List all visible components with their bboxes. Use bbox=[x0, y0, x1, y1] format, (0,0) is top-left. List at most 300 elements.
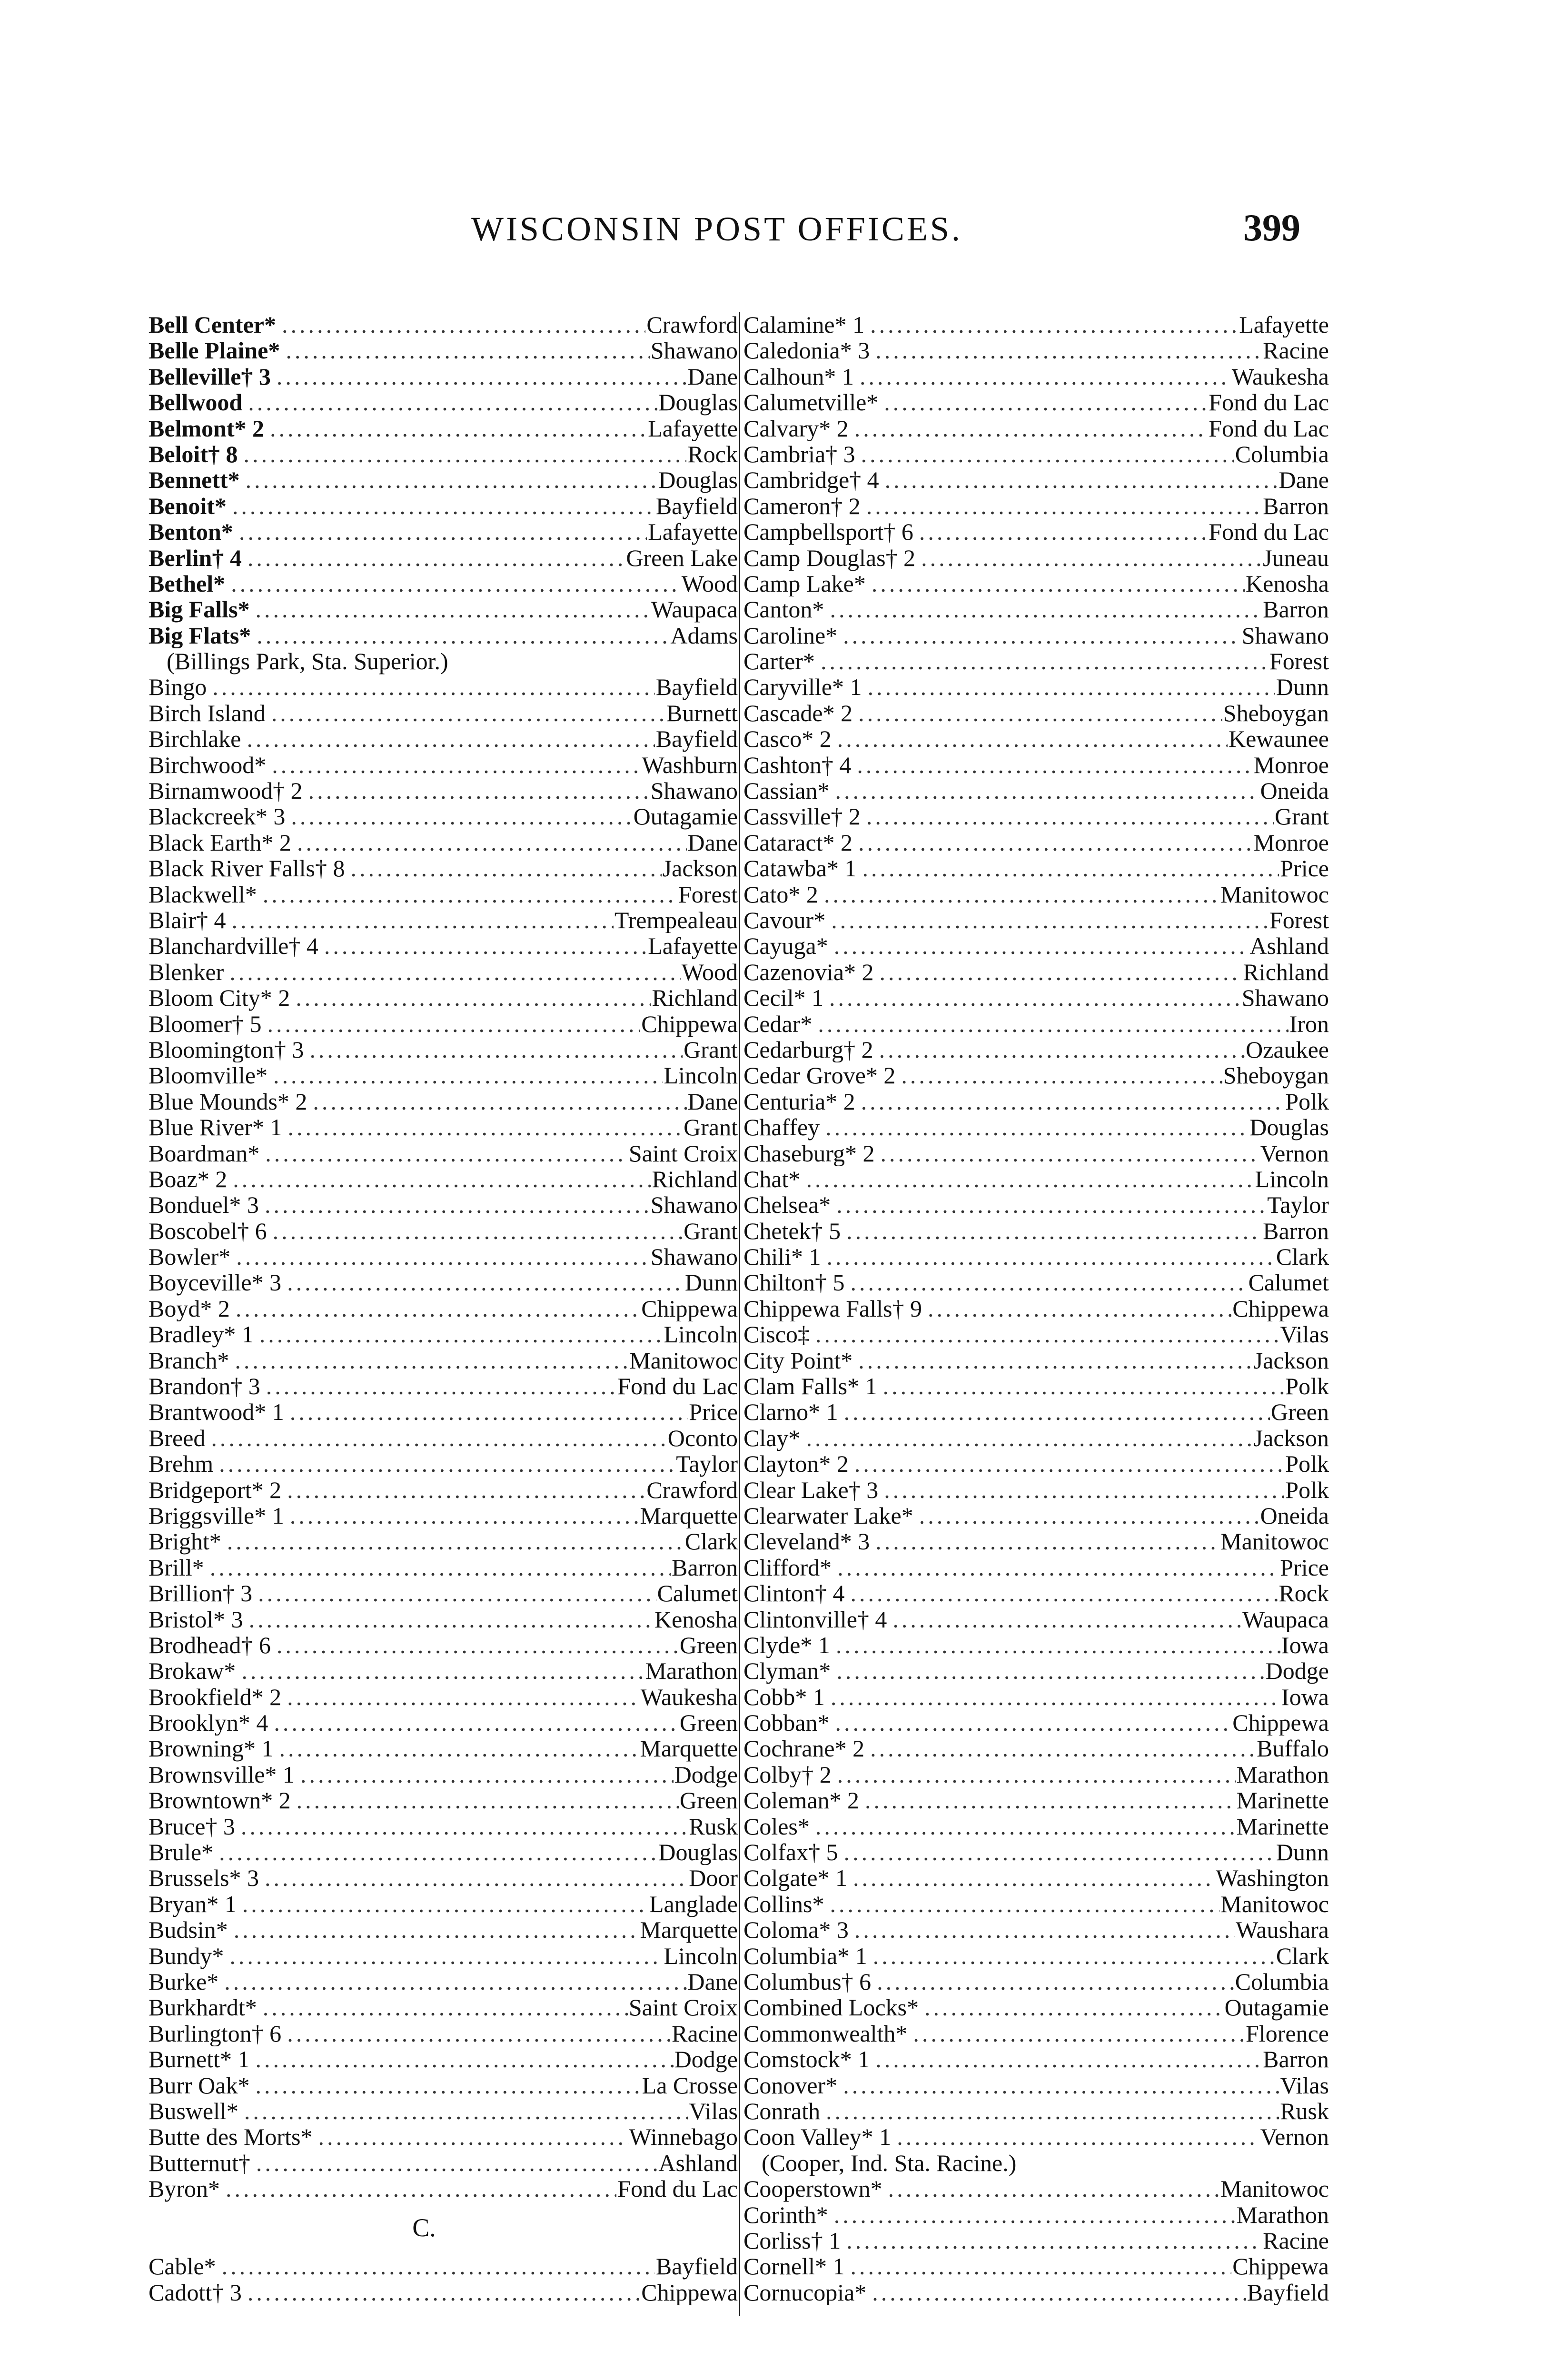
right-column bbox=[743, 312, 1329, 2305]
dot-leader bbox=[858, 1348, 1252, 1373]
post-office-name: Bruce† 3 bbox=[149, 1813, 235, 1840]
post-office-name: Burke* bbox=[149, 1969, 219, 1995]
post-office-entry bbox=[149, 1865, 738, 1891]
post-office-entry bbox=[743, 1451, 1329, 1477]
county-name: Richland bbox=[1243, 959, 1329, 985]
county-name: Price bbox=[689, 1399, 738, 1425]
post-office-entry bbox=[149, 312, 738, 337]
post-office-name: Camp Lake* bbox=[743, 570, 866, 597]
post-office-name: Burr Oak* bbox=[149, 2072, 250, 2098]
dot-leader bbox=[858, 700, 1222, 726]
county-name: Price bbox=[1280, 1554, 1329, 1581]
dot-leader bbox=[834, 2202, 1236, 2228]
post-office-name: Burkhardt* bbox=[149, 1994, 257, 2021]
dot-leader bbox=[844, 1399, 1270, 1425]
county-name: Shawano bbox=[1241, 985, 1329, 1011]
county-name: Saint Croix bbox=[628, 1994, 738, 2021]
post-office-name: Birnamwood† 2 bbox=[149, 778, 303, 804]
post-office-name: Coleman* 2 bbox=[743, 1787, 860, 1814]
dot-leader bbox=[858, 830, 1253, 855]
county-name: Outagamie bbox=[633, 803, 738, 830]
dot-leader bbox=[318, 2124, 628, 2150]
post-office-name: Bundy* bbox=[149, 1943, 224, 1969]
county-name: Marathon bbox=[1236, 1761, 1329, 1788]
county-name: Dane bbox=[687, 1088, 738, 1115]
post-office-name: Colfax† 5 bbox=[743, 1839, 838, 1865]
post-office-entry bbox=[149, 1606, 738, 1632]
post-office-entry bbox=[149, 803, 738, 829]
post-office-entry bbox=[743, 855, 1329, 881]
dot-leader bbox=[830, 1891, 1219, 1917]
post-office-entry bbox=[149, 1814, 738, 1839]
post-office-name: Clintonville† 4 bbox=[743, 1606, 887, 1632]
dot-leader bbox=[880, 1140, 1259, 1166]
post-office-entry bbox=[743, 1969, 1329, 1994]
post-office-entry bbox=[149, 674, 738, 700]
county-name: Chippewa bbox=[1232, 2253, 1329, 2280]
post-office-entry bbox=[149, 441, 738, 467]
dot-leader bbox=[815, 1321, 1279, 1347]
post-office-name: Collins* bbox=[743, 1891, 824, 1917]
county-name: Douglas bbox=[658, 1839, 738, 1865]
post-office-entry bbox=[743, 1762, 1329, 1787]
post-office-name: Casco* 2 bbox=[743, 726, 832, 752]
county-name: Douglas bbox=[658, 467, 738, 493]
county-name: Manitowoc bbox=[1220, 881, 1329, 907]
post-office-name: Budsin* bbox=[149, 1917, 228, 1943]
dot-leader bbox=[256, 596, 651, 622]
county-name: Jackson bbox=[662, 855, 738, 882]
post-office-entry bbox=[149, 1321, 738, 1347]
dot-leader bbox=[255, 2046, 673, 2072]
dot-leader bbox=[825, 1114, 1249, 1140]
county-name: Dane bbox=[687, 829, 738, 856]
post-office-entry bbox=[743, 959, 1329, 985]
county-name: Richland bbox=[652, 985, 738, 1011]
county-name: Taylor bbox=[676, 1451, 738, 1477]
post-office-name: Blackwell* bbox=[149, 881, 257, 907]
post-office-name: Brookfield* 2 bbox=[149, 1684, 282, 1710]
dot-leader bbox=[297, 1787, 679, 1813]
post-office-name: Berlin† 4 bbox=[149, 545, 242, 571]
county-name: Dane bbox=[687, 363, 738, 390]
station-note: (Cooper, Ind. Sta. Racine.) bbox=[762, 2149, 1017, 2176]
county-name: Washburn bbox=[642, 752, 738, 778]
post-office-entry bbox=[149, 1632, 738, 1658]
post-office-name: Browning* 1 bbox=[149, 1735, 274, 1762]
dot-leader bbox=[875, 2046, 1262, 2072]
dot-leader bbox=[860, 364, 1231, 389]
county-name: Saint Croix bbox=[628, 1140, 738, 1166]
section-letter: C. bbox=[412, 2213, 436, 2242]
county-name: Lafayette bbox=[1239, 312, 1329, 338]
post-office-entry bbox=[743, 1244, 1329, 1269]
dot-leader bbox=[870, 1735, 1256, 1761]
county-name: Grant bbox=[684, 1114, 738, 1140]
post-office-entry bbox=[149, 493, 738, 519]
post-office-name: Blenker bbox=[149, 959, 224, 985]
post-office-entry bbox=[149, 2150, 738, 2176]
county-name: Dane bbox=[1278, 467, 1329, 493]
dot-leader bbox=[210, 1555, 671, 1580]
county-name: Rusk bbox=[1280, 2098, 1329, 2124]
post-office-name: Benton* bbox=[149, 519, 233, 545]
county-name: Fond du Lac bbox=[1209, 415, 1329, 441]
dot-leader bbox=[300, 1762, 674, 1787]
dot-leader bbox=[835, 1710, 1232, 1735]
dot-leader bbox=[829, 985, 1241, 1011]
dot-leader bbox=[257, 623, 669, 648]
post-office-entry bbox=[149, 1710, 738, 1735]
county-name: Douglas bbox=[658, 389, 738, 416]
post-office-entry bbox=[743, 985, 1329, 1011]
county-name: Barron bbox=[1263, 2046, 1329, 2073]
post-office-name: Clyman* bbox=[743, 1658, 831, 1684]
post-office-name: Buswell* bbox=[149, 2098, 238, 2124]
post-office-entry bbox=[149, 1089, 738, 1114]
post-office-name: Cecil* 1 bbox=[743, 985, 824, 1011]
dot-leader bbox=[884, 389, 1208, 415]
post-office-name: Clinton† 4 bbox=[743, 1580, 845, 1606]
post-office-name: Corinth* bbox=[743, 2202, 828, 2228]
dot-leader bbox=[846, 1218, 1262, 1244]
dot-leader bbox=[244, 2098, 688, 2124]
post-office-entry bbox=[743, 2176, 1329, 2202]
post-office-name: Columbia* 1 bbox=[743, 1943, 867, 1969]
post-office-entry bbox=[149, 985, 738, 1011]
dot-leader bbox=[861, 1089, 1285, 1114]
post-office-entry bbox=[743, 1632, 1329, 1658]
post-office-entry bbox=[149, 1244, 738, 1269]
county-name: Green bbox=[679, 1710, 738, 1736]
post-office-name: Chaffey bbox=[743, 1114, 820, 1140]
post-office-name: Boardman* bbox=[149, 1140, 260, 1166]
county-name: Fond du Lac bbox=[617, 1373, 738, 1399]
post-office-entry bbox=[743, 830, 1329, 855]
dot-leader bbox=[831, 1684, 1280, 1710]
post-office-entry bbox=[149, 2098, 738, 2124]
post-office-entry bbox=[743, 1037, 1329, 1062]
dot-leader bbox=[879, 1037, 1245, 1062]
post-office-name: Cooperstown* bbox=[743, 2176, 882, 2202]
dot-leader bbox=[928, 1296, 1231, 1321]
post-office-name: Butternut† bbox=[149, 2150, 250, 2176]
dot-leader bbox=[286, 337, 649, 363]
post-office-entry bbox=[743, 1269, 1329, 1295]
post-office-entry bbox=[149, 778, 738, 803]
county-name: Barron bbox=[1263, 493, 1329, 519]
post-office-entry bbox=[149, 855, 738, 881]
dot-leader bbox=[287, 2021, 671, 2046]
left-column bbox=[149, 312, 738, 2305]
post-office-name: Boyd* 2 bbox=[149, 1295, 230, 1322]
county-name: Washington bbox=[1216, 1865, 1329, 1891]
post-office-name: Bowler* bbox=[149, 1244, 231, 1270]
dot-leader bbox=[290, 1503, 639, 1528]
dot-leader bbox=[837, 1762, 1236, 1787]
dot-leader bbox=[256, 2150, 657, 2176]
dot-leader bbox=[897, 2124, 1259, 2150]
post-office-entry bbox=[743, 1348, 1329, 1373]
post-office-entry bbox=[743, 1658, 1329, 1684]
post-office-entry bbox=[743, 1296, 1329, 1321]
dot-leader bbox=[892, 1606, 1241, 1632]
county-name: Chippewa bbox=[1232, 1295, 1329, 1322]
page-header bbox=[0, 200, 1546, 257]
post-office-name: Boaz* 2 bbox=[149, 1166, 228, 1192]
post-office-entry bbox=[149, 1399, 738, 1425]
post-office-entry bbox=[149, 1762, 738, 1787]
post-office-name: Bennett* bbox=[149, 467, 240, 493]
dot-leader bbox=[866, 803, 1274, 829]
post-office-name: Cobb* 1 bbox=[743, 1684, 825, 1710]
post-office-name: Cazenovia* 2 bbox=[743, 959, 874, 985]
dot-leader bbox=[282, 312, 645, 337]
county-name: Crawford bbox=[646, 312, 738, 338]
county-name: Florence bbox=[1246, 2020, 1329, 2047]
county-name: Oneida bbox=[1260, 778, 1329, 804]
post-office-name: Brantwood* 1 bbox=[149, 1399, 284, 1425]
county-name: Monroe bbox=[1253, 829, 1329, 856]
post-office-entry bbox=[149, 1787, 738, 1813]
dot-leader bbox=[266, 1373, 617, 1399]
county-name: Jackson bbox=[1253, 1347, 1329, 1374]
post-office-name: Cavour* bbox=[743, 907, 826, 933]
post-office-name: Brodhead† 6 bbox=[149, 1632, 271, 1658]
county-name: Kewaunee bbox=[1229, 726, 1329, 752]
post-office-entry bbox=[743, 1891, 1329, 1917]
post-office-name: Calamine* 1 bbox=[743, 312, 865, 338]
post-office-name: Bonduel* 3 bbox=[149, 1192, 259, 1218]
county-name: Dane bbox=[687, 1969, 738, 1995]
dot-leader bbox=[875, 1528, 1219, 1554]
dot-leader bbox=[806, 1425, 1252, 1451]
post-office-entry bbox=[149, 933, 738, 959]
post-office-name: Clear Lake† 3 bbox=[743, 1477, 879, 1503]
dot-leader bbox=[226, 2176, 616, 2202]
dot-leader bbox=[287, 1684, 640, 1710]
post-office-name: Brokaw* bbox=[149, 1658, 236, 1684]
county-name: Douglas bbox=[1249, 1114, 1329, 1140]
post-office-name: Blair† 4 bbox=[149, 907, 226, 933]
post-office-entry bbox=[149, 2124, 738, 2150]
post-office-name: Belmont* 2 bbox=[149, 415, 265, 441]
post-office-name: Briggsville* 1 bbox=[149, 1502, 284, 1529]
post-office-name: Beloit† 8 bbox=[149, 441, 238, 467]
county-name: Dodge bbox=[1265, 1658, 1329, 1684]
dot-leader bbox=[224, 1969, 686, 1994]
post-office-name: Cataract* 2 bbox=[743, 829, 853, 856]
dot-leader bbox=[211, 1425, 666, 1451]
dot-leader bbox=[868, 674, 1275, 700]
post-office-entry bbox=[149, 1269, 738, 1295]
dot-leader bbox=[258, 1580, 656, 1606]
post-office-name: Caroline* bbox=[743, 622, 838, 649]
post-office-entry bbox=[743, 364, 1329, 389]
post-office-entry bbox=[743, 1166, 1329, 1192]
post-office-name: Birchlake bbox=[149, 726, 241, 752]
post-office-name: Coles* bbox=[743, 1813, 810, 1840]
dot-leader bbox=[243, 441, 686, 467]
post-office-name: Cashton† 4 bbox=[743, 752, 852, 778]
county-name: Fond du Lac bbox=[617, 2176, 738, 2202]
post-office-entry bbox=[743, 674, 1329, 700]
county-name: Richland bbox=[652, 1166, 738, 1192]
county-name: Oconto bbox=[667, 1425, 738, 1451]
post-office-entry bbox=[149, 1062, 738, 1088]
post-office-entry bbox=[743, 493, 1329, 519]
dot-leader bbox=[850, 2253, 1231, 2279]
post-office-name: Calvary* 2 bbox=[743, 415, 849, 441]
dot-leader bbox=[835, 778, 1259, 803]
county-name: Bayfield bbox=[655, 674, 738, 700]
county-name: Door bbox=[689, 1865, 738, 1891]
county-name: Waukesha bbox=[640, 1684, 738, 1710]
dot-leader bbox=[836, 1632, 1280, 1658]
county-name: Dunn bbox=[1276, 674, 1329, 700]
post-office-entry bbox=[149, 1503, 738, 1528]
post-office-name: Cobban* bbox=[743, 1710, 830, 1736]
county-name: Forest bbox=[1269, 648, 1329, 674]
county-name: Shawano bbox=[650, 1192, 738, 1218]
dot-leader bbox=[883, 1373, 1285, 1399]
dot-leader bbox=[901, 1062, 1222, 1088]
dot-leader bbox=[249, 1606, 654, 1632]
dot-leader bbox=[857, 752, 1252, 778]
post-office-name: Burnett* 1 bbox=[149, 2046, 250, 2073]
dot-leader bbox=[815, 1814, 1236, 1839]
post-office-name: Bell Center* bbox=[149, 312, 276, 338]
post-office-entry bbox=[743, 337, 1329, 363]
county-name: Grant bbox=[1275, 803, 1329, 830]
county-name: Outagamie bbox=[1224, 1994, 1329, 2021]
post-office-name: Clyde* 1 bbox=[743, 1632, 830, 1658]
dot-leader bbox=[843, 2073, 1279, 2098]
post-office-name: Belle Plaine* bbox=[149, 337, 280, 364]
post-office-entry bbox=[743, 1089, 1329, 1114]
post-office-name: Conrath bbox=[743, 2098, 821, 2124]
dot-leader bbox=[212, 674, 655, 700]
post-office-name: Chaseburg* 2 bbox=[743, 1140, 875, 1166]
post-office-name: Brussels* 3 bbox=[149, 1865, 259, 1891]
dot-leader bbox=[248, 389, 657, 415]
county-name: Waukesha bbox=[1231, 363, 1329, 390]
post-office-entry bbox=[149, 1477, 738, 1503]
county-name: Vilas bbox=[689, 2098, 738, 2124]
county-name: Clark bbox=[1276, 1943, 1329, 1969]
post-office-entry bbox=[149, 959, 738, 985]
county-name: Juneau bbox=[1263, 545, 1329, 571]
county-name: Taylor bbox=[1267, 1192, 1329, 1218]
dot-leader bbox=[246, 467, 658, 493]
post-office-entry bbox=[743, 1917, 1329, 1943]
post-office-name: Caryville* 1 bbox=[743, 674, 862, 700]
post-office-entry bbox=[149, 882, 738, 907]
post-office-entry bbox=[149, 752, 738, 778]
dot-leader bbox=[219, 1839, 657, 1865]
county-name: Lincoln bbox=[1255, 1166, 1329, 1192]
dot-leader bbox=[288, 1114, 683, 1140]
post-office-entry bbox=[743, 1735, 1329, 1761]
post-office-name: Calhoun* 1 bbox=[743, 363, 854, 390]
dot-leader bbox=[234, 1917, 639, 1943]
post-office-name: Bloom City* 2 bbox=[149, 985, 290, 1011]
post-office-entry bbox=[743, 596, 1329, 622]
post-office-entry bbox=[149, 1296, 738, 1321]
dot-leader bbox=[277, 364, 687, 389]
post-office-entry bbox=[743, 1555, 1329, 1580]
post-office-name: Boscobel† 6 bbox=[149, 1218, 267, 1244]
post-office-name: Big Flats* bbox=[149, 622, 251, 649]
post-office-name: Carter* bbox=[743, 648, 815, 674]
post-office-entry bbox=[149, 1528, 738, 1554]
post-office-entry bbox=[149, 2021, 738, 2046]
post-office-name: Burlington† 6 bbox=[149, 2020, 282, 2047]
dot-leader bbox=[229, 1943, 663, 1969]
dot-leader bbox=[265, 1140, 628, 1166]
post-office-name: Conover* bbox=[743, 2072, 838, 2098]
dot-leader bbox=[270, 416, 647, 441]
post-office-name: Cleveland* 3 bbox=[743, 1528, 870, 1555]
dot-leader bbox=[830, 596, 1262, 622]
dot-leader bbox=[236, 1296, 640, 1321]
county-name: Marinette bbox=[1236, 1787, 1329, 1814]
post-office-entry bbox=[149, 1166, 738, 1192]
post-office-entry bbox=[743, 2021, 1329, 2046]
county-name: Lafayette bbox=[648, 933, 738, 959]
post-office-entry bbox=[743, 519, 1329, 545]
county-name: Dodge bbox=[674, 2046, 738, 2073]
post-office-name: Chetek† 5 bbox=[743, 1218, 841, 1244]
county-name: Sheboygan bbox=[1223, 1062, 1329, 1089]
post-office-name: Cornell* 1 bbox=[743, 2253, 845, 2280]
dot-leader bbox=[287, 1269, 684, 1295]
post-office-name: Chelsea* bbox=[743, 1192, 831, 1218]
page-number: 399 bbox=[1243, 207, 1300, 249]
county-name: Green bbox=[679, 1787, 738, 1814]
post-office-name: Brillion† 3 bbox=[149, 1580, 253, 1606]
post-office-name: Brooklyn* 4 bbox=[149, 1710, 268, 1736]
post-office-name: Cedar Grove* 2 bbox=[743, 1062, 896, 1089]
dot-leader bbox=[877, 1969, 1234, 1994]
county-name: Wood bbox=[681, 570, 738, 597]
dot-leader bbox=[854, 1917, 1235, 1943]
post-office-name: Cedarburg† 2 bbox=[743, 1036, 873, 1063]
county-name: Price bbox=[1280, 855, 1329, 882]
post-office-entry bbox=[149, 2280, 738, 2305]
dot-leader bbox=[806, 1166, 1254, 1192]
dot-leader bbox=[241, 1814, 688, 1839]
county-name: Oneida bbox=[1260, 1502, 1329, 1529]
post-office-entry bbox=[743, 700, 1329, 726]
page-title: WISCONSIN POST OFFICES. bbox=[471, 210, 962, 248]
county-name: Calumet bbox=[657, 1580, 738, 1606]
county-name: Fond du Lac bbox=[1209, 519, 1329, 545]
post-office-entry bbox=[743, 1477, 1329, 1503]
post-office-entry bbox=[149, 1839, 738, 1865]
county-name: Kenosha bbox=[654, 1606, 738, 1632]
county-name: Dunn bbox=[684, 1269, 738, 1296]
dot-leader bbox=[853, 1865, 1215, 1891]
county-name: Polk bbox=[1285, 1477, 1329, 1503]
post-office-name: Cambridge† 4 bbox=[743, 467, 879, 493]
post-office-entry bbox=[149, 1348, 738, 1373]
post-office-entry bbox=[149, 545, 738, 571]
post-office-entry bbox=[149, 1555, 738, 1580]
dot-leader bbox=[259, 1321, 663, 1347]
county-name: Winnebago bbox=[629, 2124, 738, 2150]
post-office-entry bbox=[743, 648, 1329, 674]
